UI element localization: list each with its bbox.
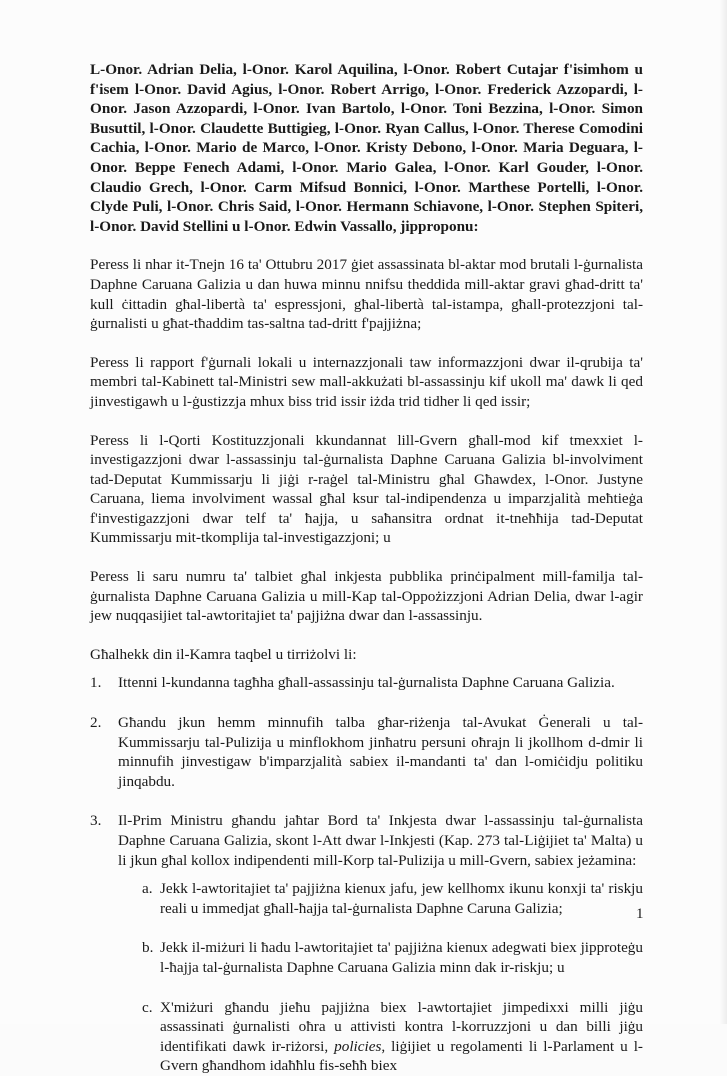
proposers-paragraph: L-Onor. Adrian Delia, l-Onor. Karol Aquilina, l-Onor. Robert Cutajar f'isimhom u f'isem l-Onor. David Agius, l-Onor. Robert Arrigo, l-Onor. Frederick Azzopardi, l-Onor. Jason Azzopardi, l-Onor. Ivan Bartolo, l-Onor. Toni Bezzina, l-Onor. Simon Busuttil, l-Onor. Claudette Buttigieg, l-Onor. Ryan Callus, l-Onor. Therese Comodini Cachia, l-Onor. Mario de Marco, l-Onor. Kristy Debono, l-Onor. Maria Deguara, l-Onor. Beppe Fenech Adami, l-Onor. Mario Galea, l-Onor. Karl Gouder, l-Onor. Claudio Grech, l-Onor. Carm Mifsud Bonnici, l-Onor. Marthese Portelli, l-Onor. Clyde Puli, l-Onor. Chris Said, l-Onor. Hermann Schiavone, l-Onor. Stephen Spiteri, l-Onor. David Stellini u l-Onor. Edwin Vassallo, jipproponu: xyxy=(90,61,643,235)
subitem-text-after: , liġijiet u regolamenti li l-Parlament u l-Gvern għandhom idaħħlu fis-seħħ biex xyxy=(160,1037,643,1075)
item-text: Għandu jkun hemm minnufih talba għar-riżenja tal-Avukat Ġenerali u tal-Kummissarju tal-Pulizija u minflokhom jinħatru persuni oħrajn li jkollhom d-dmir li minnufih jinvestigaw b'imparzjalità sabiex il-mandanti ta' dan l-omiċidju politiku jinqabdu. xyxy=(118,714,643,790)
resolution-item-1 xyxy=(90,673,643,693)
item-number: 2. xyxy=(90,714,102,732)
whereas-paragraph-3: Peress li l-Qorti Kostituzzjonali kkundannat lill-Gvern għall-mod kif tmexxiet l-investigazzjoni dwar l-assassinju tal-ġurnalista Daphne Caruana Galizia bl-involviment tad-Deputat Kummissarju li jiġi r-raġel tal-Ministru għal Għawdex, l-Onor. Justyne Caruana, liema involviment wassal għal ksur tal-indipendenza u imparzjalità meħtieġa f'investigazzjoni dwar telf ta' ħajja, u saħansitra ordnat it-tneħħija tad-Deputat Kummissarju mit-tkomplija tal-investigazzjoni; u xyxy=(90,431,643,547)
item-number: 3. xyxy=(90,812,102,830)
resolution-subitem-c xyxy=(90,998,643,1076)
resolution-item-3 xyxy=(90,811,643,870)
page-number: 1 xyxy=(636,906,644,922)
document-body xyxy=(90,60,643,1076)
resolution-intro: Għalhekk din il-Kamra taqbel u tirriżolvi li: xyxy=(90,645,357,663)
subitem-letter: a. xyxy=(142,880,153,898)
whereas-paragraph-2: Peress li rapport f'ġurnali lokali u internazzjonali taw informazzjoni dwar il-qrubija ta' membri tal-Kabinett tal-Ministri sew mall-akkużati bl-assassinju kif ukoll ma' dawk li qed jinvestigawh u l-ġustizzja mhux biss trid issir iżda trid tidher li qed issir; xyxy=(90,353,643,410)
subitem-text: Jekk il-miżuri li ħadu l-awtoritajiet ta' pajjiżna kienux adegwati biex jipproteġu l-ħajja tal-ġurnalista Daphne Caruana Galizia minn dak ir-riskju; u xyxy=(160,939,643,976)
item-text: Ittenni l-kundanna tagħha għall-assassinju tal-ġurnalista Daphne Caruana Galizia. xyxy=(118,674,615,692)
resolution-subitem-a xyxy=(90,879,643,918)
whereas-paragraph-4: Peress li saru numru ta' talbiet għal inkjesta pubblika prinċipalment mill-familja tal-ġurnalista Daphne Caruana Galizia u mill-Kap tal-Oppożizzjoni Adrian Delia, dwar l-agir jew nuqqasijiet tal-awtoritajiet ta' pajjiżna dwar dan l-assassinju. xyxy=(90,568,643,625)
subitem-text-italic: policies xyxy=(334,1037,382,1055)
subitem-letter: b. xyxy=(142,939,154,957)
item-text: Il-Prim Ministru għandu jaħtar Bord ta' Inkjesta dwar l-assassinju tal-ġurnalista Daphne Caruana Galizia, skont l-Att dwar l-Inkjesti (Kap. 273 tal-Liġijiet ta' Malta) u li jkun għal kollox indipendenti mill-Korp tal-Pulizija u mill-Gvern, sabiex jeżamina: xyxy=(118,812,643,869)
page-edge-shadow xyxy=(719,0,727,1024)
resolution-item-2 xyxy=(90,713,643,791)
whereas-paragraph-1: Peress li nhar it-Tnejn 16 ta' Ottubru 2017 ġiet assassinata bl-aktar mod brutali l-ġurnalista Daphne Caruana Galizia u dan huwa minnu nnifsu theddida mill-aktar gravi għad-dritt ta' kull ċittadin għal-libertà ta' espressjoni, għal-libertà tal-istampa, għall-protezzjoni tal-ġurnalisti u għat-tħaddim tas-saltna tad-dritt f'pajjiżna; xyxy=(90,256,643,333)
subitem-letter: c. xyxy=(142,998,153,1016)
subitem-text: Jekk l-awtoritajiet ta' pajjiżna kienux jafu, jew kellhomx ikunu konxji ta' riskju reali u immedjat għall-ħajja tal-ġurnalista Daphne Caruna Galizia; xyxy=(160,880,643,917)
resolution-subitem-b xyxy=(90,938,643,977)
item-number: 1. xyxy=(90,674,102,692)
subitem-text-before: X'miżuri għandu jieħu pajjiżna biex l-awtortajiet jimpedixxi milli jiġu assassinati ġurnalisti oħra u attivisti kontra l-korruzzjoni u dan billi jiġu identifikati dawk ir-riżorsi, xyxy=(160,998,643,1055)
